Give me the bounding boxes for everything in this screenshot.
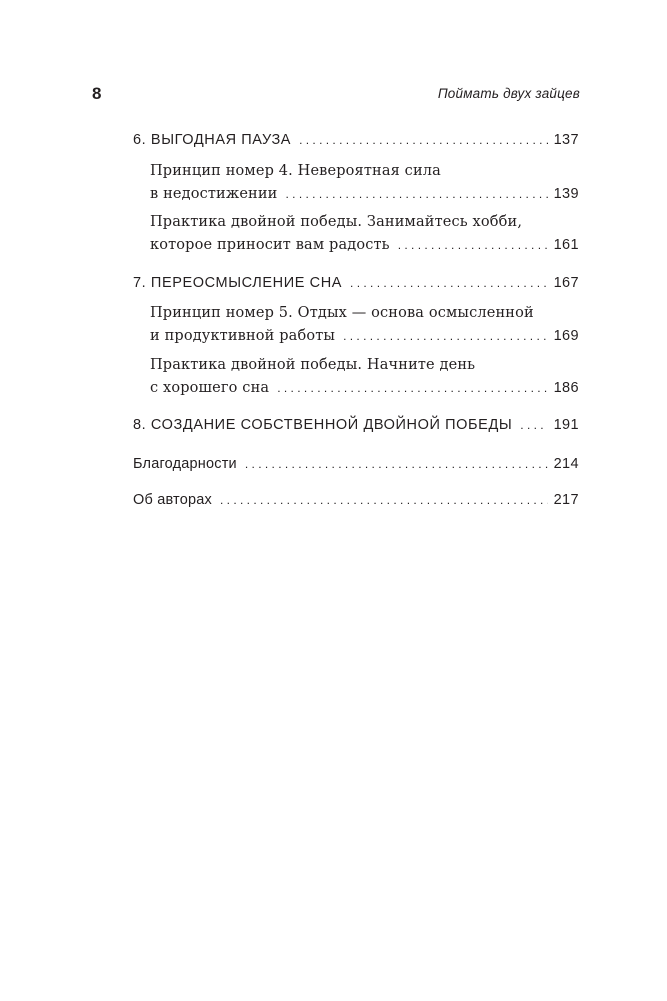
- section-title-line: Практика двойной победы. Занимайтесь хобби,: [150, 214, 523, 230]
- dot-leader: [350, 276, 548, 290]
- page-ref: 169: [553, 328, 579, 344]
- chapter-title: 6. ВЫГОДНАЯ ПАУЗА: [133, 132, 292, 148]
- dot-leader: [299, 133, 548, 147]
- page-ref: 191: [553, 417, 579, 433]
- section-title: в недостижении: [150, 186, 278, 202]
- page-ref: 161: [553, 237, 579, 253]
- page-ref: 214: [553, 456, 579, 472]
- toc-entry-acknowledgements: [133, 456, 579, 472]
- toc-entry-chapter-6: [133, 132, 579, 148]
- section-title: с хорошего сна: [150, 380, 270, 396]
- toc-entry-practice-hobby: [150, 237, 579, 253]
- dot-leader: [398, 238, 548, 252]
- section-title-line: Принцип номер 5. Отдых — основа осмысленной: [150, 305, 534, 321]
- section-title: и продуктивной работы: [150, 328, 336, 344]
- toc-entry-chapter-7: [133, 275, 579, 291]
- dot-leader: [220, 493, 548, 507]
- toc-entry-about-authors: [133, 492, 579, 508]
- page-number: 8: [92, 84, 102, 103]
- page-ref: 139: [553, 186, 579, 202]
- section-title: которое приносит вам радость: [150, 237, 390, 253]
- chapter-title: 8. СОЗДАНИЕ СОБСТВЕННОЙ ДВОЙНОЙ ПОБЕДЫ: [133, 417, 513, 433]
- dot-leader: [520, 418, 547, 432]
- toc-entry-practice-sleep: [150, 380, 579, 396]
- dot-leader: [343, 329, 548, 343]
- entry-title: Об авторах: [133, 492, 212, 508]
- toc-entry-principle-5: [150, 328, 579, 344]
- page-ref: 167: [553, 275, 579, 291]
- page-ref: 137: [553, 132, 579, 148]
- toc-entry-chapter-8: [133, 417, 579, 433]
- chapter-title: 7. ПЕРЕОСМЫСЛЕНИЕ СНА: [133, 275, 343, 291]
- dot-leader: [277, 381, 547, 395]
- page-ref: 217: [553, 492, 579, 508]
- toc-entry-principle-4: [150, 186, 579, 202]
- dot-leader: [286, 187, 548, 201]
- dot-leader: [245, 457, 548, 471]
- running-title: Поймать двух зайцев: [437, 86, 580, 101]
- page-ref: 186: [553, 380, 579, 396]
- section-title-line: Принцип номер 4. Невероятная сила: [150, 163, 441, 179]
- entry-title: Благодарности: [133, 456, 237, 472]
- section-title-line: Практика двойной победы. Начните день: [150, 357, 476, 373]
